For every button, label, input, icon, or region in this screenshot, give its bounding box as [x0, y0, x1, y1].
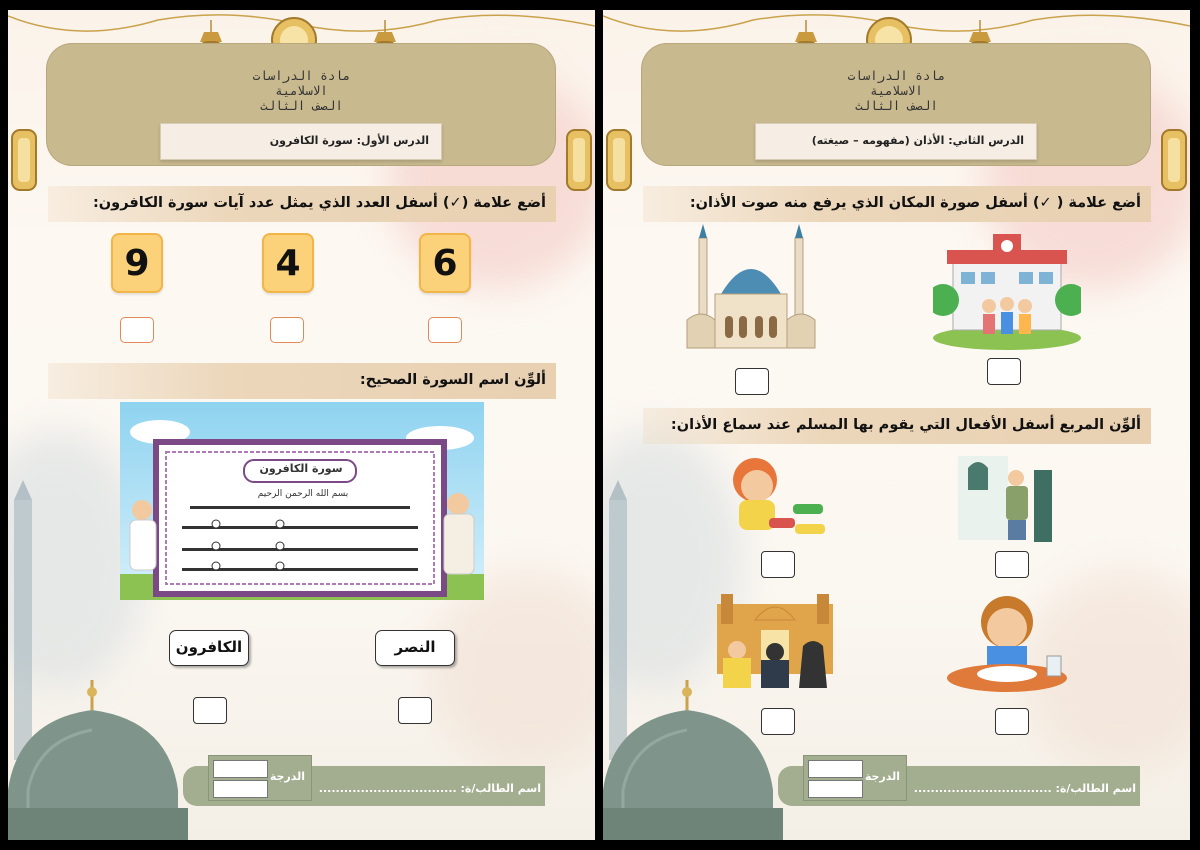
surah-choice-al-kafirun[interactable]: الكافرون: [169, 630, 249, 666]
worksheet-page-lesson-2: [603, 10, 1190, 840]
subject-title: مادة الدراسات: [252, 68, 351, 83]
worksheet-page-lesson-1: [8, 10, 595, 840]
grade-total-field: [808, 780, 863, 798]
number-option: 9: [111, 233, 163, 293]
lantern-icon: [605, 110, 633, 206]
grade-level: الصف الثالث: [260, 98, 343, 113]
boy-eating-illustration: [943, 592, 1071, 696]
question-2-prompt: ألوِّن المربع أسفل الأفعال التي يقوم بها المسلم عند سماع الأذان:: [643, 408, 1151, 444]
lantern-icon: [10, 110, 38, 206]
grade-total-field: [213, 780, 268, 798]
man-doing-wudu-illustration: [948, 450, 1060, 544]
subject-subtitle: الاسلامية: [275, 83, 328, 98]
grade-field[interactable]: [808, 760, 863, 778]
answer-checkbox[interactable]: [270, 317, 304, 343]
question-1-prompt: أضع علامة (✓) أسفل العدد الذي يمثل عدد آيات سورة الكافرون:: [48, 186, 556, 222]
answer-checkbox[interactable]: [735, 368, 769, 395]
subject-heading: [603, 68, 1190, 113]
people-going-to-mosque-illustration: [707, 590, 843, 688]
student-name-field[interactable]: اسم الطالب/ة: .................................: [318, 782, 541, 795]
green-dome-illustration: [8, 680, 208, 840]
grade-label: الدرجة: [864, 770, 900, 783]
grade-box: [803, 755, 907, 801]
answer-checkbox[interactable]: [428, 317, 462, 343]
surah-al-kafirun-illustration: [120, 402, 484, 600]
student-name-field[interactable]: اسم الطالب/ة: .................................: [913, 782, 1136, 795]
subject-subtitle: الاسلامية: [870, 83, 923, 98]
answer-checkbox[interactable]: [120, 317, 154, 343]
mosque-illustration: [681, 224, 821, 350]
subject-title: مادة الدراسات: [847, 68, 946, 83]
lesson-title: الدرس الثاني: الأذان (مفهومه – صيغته): [755, 123, 1037, 160]
lesson-title: الدرس الأول: سورة الكافرون: [160, 123, 442, 160]
question-2-prompt: ألوِّن اسم السورة الصحيح:: [48, 363, 556, 399]
answer-checkbox[interactable]: [761, 551, 795, 578]
answer-checkbox[interactable]: [995, 551, 1029, 578]
number-option: 4: [262, 233, 314, 293]
lantern-icon: [565, 110, 593, 206]
answer-checkbox[interactable]: [987, 358, 1021, 385]
question-1-prompt: أضع علامة ( ✓) أسفل صورة المكان الذي يرفع منه صوت الأذان:: [643, 186, 1151, 222]
answer-checkbox[interactable]: [398, 697, 432, 724]
surah-choice-an-nasr[interactable]: النصر: [375, 630, 455, 666]
grade-box: [208, 755, 312, 801]
grade-level: الصف الثالث: [855, 98, 938, 113]
surah-title-label: سورة الكافرون: [259, 462, 343, 475]
subject-heading: [8, 68, 595, 113]
answer-checkbox[interactable]: [995, 708, 1029, 735]
green-dome-illustration: [603, 680, 803, 840]
grade-field[interactable]: [213, 760, 268, 778]
basmala-text: بسم الله الرحمن الرحيم: [257, 489, 349, 499]
grade-label: الدرجة: [269, 770, 305, 783]
boy-playing-cars-illustration: [721, 450, 833, 540]
lantern-icon: [1160, 110, 1188, 206]
school-illustration: [933, 230, 1081, 350]
watercolor-wash: [428, 570, 595, 770]
number-option: 6: [419, 233, 471, 293]
